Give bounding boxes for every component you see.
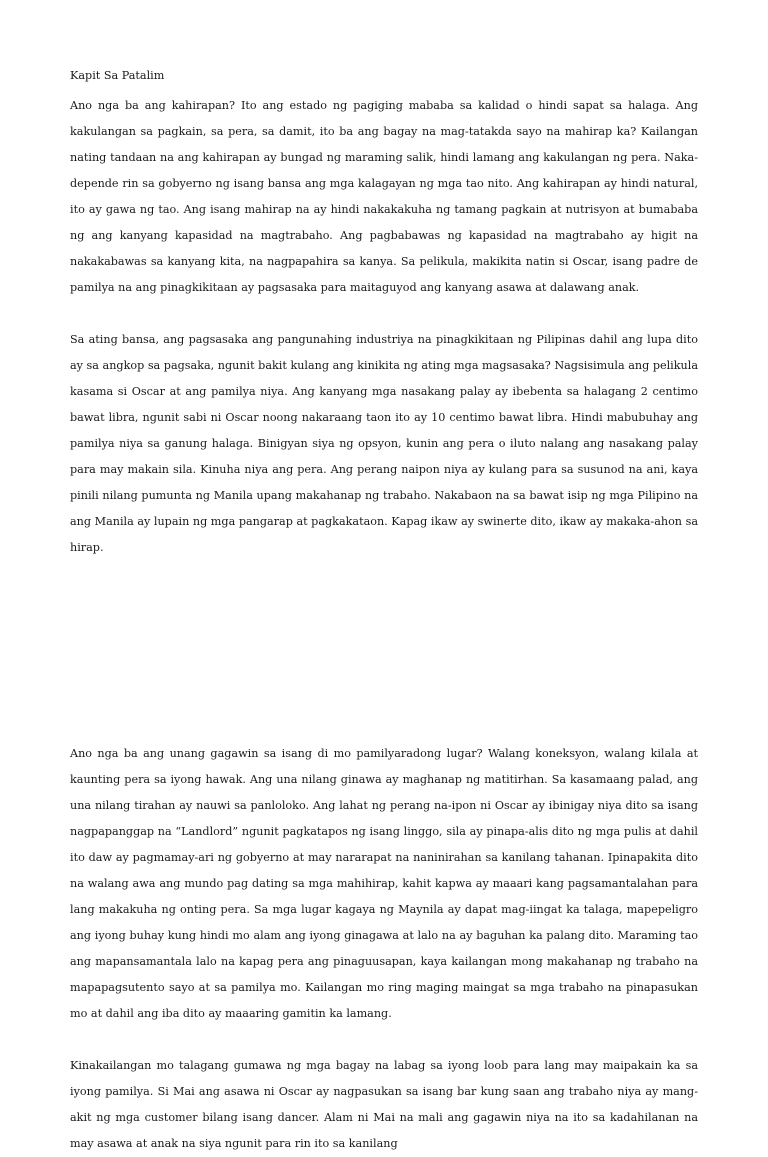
paragraph-4: Kinakailangan mo talagang gumawa ng mga bagay na labag sa iyong loob para lang may maipakain ka sa iyong pamilya. Si Mai ang asawa ni Oscar ay nagpasukan sa isang bar kung saan ang trabaho niya ay mang-akit ng mga customer bilang isang dancer. Alam ni Mai na mali ang gagawin niya na ito sa kadahilanan na may asawa at anak na siya ngunit para rin ito sa kanilang [70, 1059, 698, 1150]
paragraph-3: Ano nga ba ang unang gagawin sa isang di mo pamilyaradong lugar? Walang koneksyon, walang kilala at kaunting pera sa iyong hawak. Ang una nilang ginawa ay maghanap ng matitirhan. Sa kasamaang palad, ang una nilang tirahan ay nauwi sa panloloko. Ang lahat ng perang na-ipon ni Oscar ay ibinigay niya dito sa isang nagpapanggap na “Landlord” ngunit pagkatapos ng isang linggo, sila ay pinapa-alis dito ng mga pulis at dahil ito daw ay pagmamay-ari ng gobyerno at may nararapat na naninirahan sa kanilang tahanan. Ipinapakita dito na walang awa ang mundo pag dating sa mga mahihirap, kahit kapwa ay maaari kang pagsamantalahan para lang makakuha ng onting pera. Sa mga lugar kagaya ng Maynila ay dapat mag-iingat ka talaga, mapepeligro ang iyong buhay kung hindi mo alam ang iyong ginagawa at lalo na ay baguhan ka palang dito. Maraming tao ang mapansamantala lalo na kapag pera ang pinaguusapan, kaya kailangan mong makahanap ng trabaho na mapapagsutento sayo at sa pamilya mo. Kailangan mo ring maging maingat sa mga trabaho na pinapasukan mo at dahil ang iba dito ay maaaring gamitin ka lamang. [70, 747, 698, 1020]
document-body [70, 66, 698, 1157]
paragraph-1: Ano nga ba ang kahirapan? Ito ang estado ng pagiging mababa sa kalidad o hindi sapat sa halaga. Ang kakulangan sa pagkain, sa pera, sa damit, ito ba ang bagay na mag-tatakda sayo na mahirap ka? Kailangan nating tandaan na ang kahirapan ay bungad ng maraming salik, hindi lamang ang kakulangan ng pera. Naka-depende rin sa gobyerno ng isang bansa ang mga kalagayan ng mga tao nito. Ang kahirapan ay hindi natural, ito ay gawa ng tao. Ang isang mahirap na ay hindi nakakakuha ng tamang pagkain at nutrisyon at bumababa ng ang kanyang kapasidad na magtrabaho. Ang pagbabawas ng kapasidad na magtrabaho ay higit na nakakabawas sa kanyang kita, na nagpapahira sa kanya. Sa pelikula, makikita natin si Oscar, isang padre de pamilya na ang pinagkikitaan ay pagsasaka para maitaguyod ang kanyang asawa at dalawang anak. [70, 99, 698, 294]
paragraph-2: Sa ating bansa, ang pagsasaka ang pangunahing industriya na pinagkikitaan ng Pilipinas dahil ang lupa dito ay sa angkop sa pagsaka, ngunit bakit kulang ang kinikita ng ating mga magsasaka? Nagsisimula ang pelikula kasama si Oscar at ang pamilya niya. Ang kanyang mga nasakang palay ay ibebenta sa halagang 2 centimo bawat libra, ngunit sabi ni Oscar noong nakaraang taon ito ay 10 centimo bawat libra. Hindi mabubuhay ang pamilya niya sa ganung halaga. Binigyan siya ng opsyon, kunin ang pera o iluto nalang ang nasakang palay para may makain sila. Kinuha niya ang pera. Ang perang naipon niya ay kulang para sa susunod na ani, kaya pinili nilang pumunta ng Manila upang makahanap ng trabaho. Nakabaon na sa bawat isip ng mga Pilipino na ang Manila ay lupain ng mga pangarap at pagkakataon. Kapag ikaw ay swinerte dito, ikaw ay makaka-ahon sa hirap. [70, 333, 698, 554]
document-title: Kapit Sa Patalim [70, 69, 165, 82]
